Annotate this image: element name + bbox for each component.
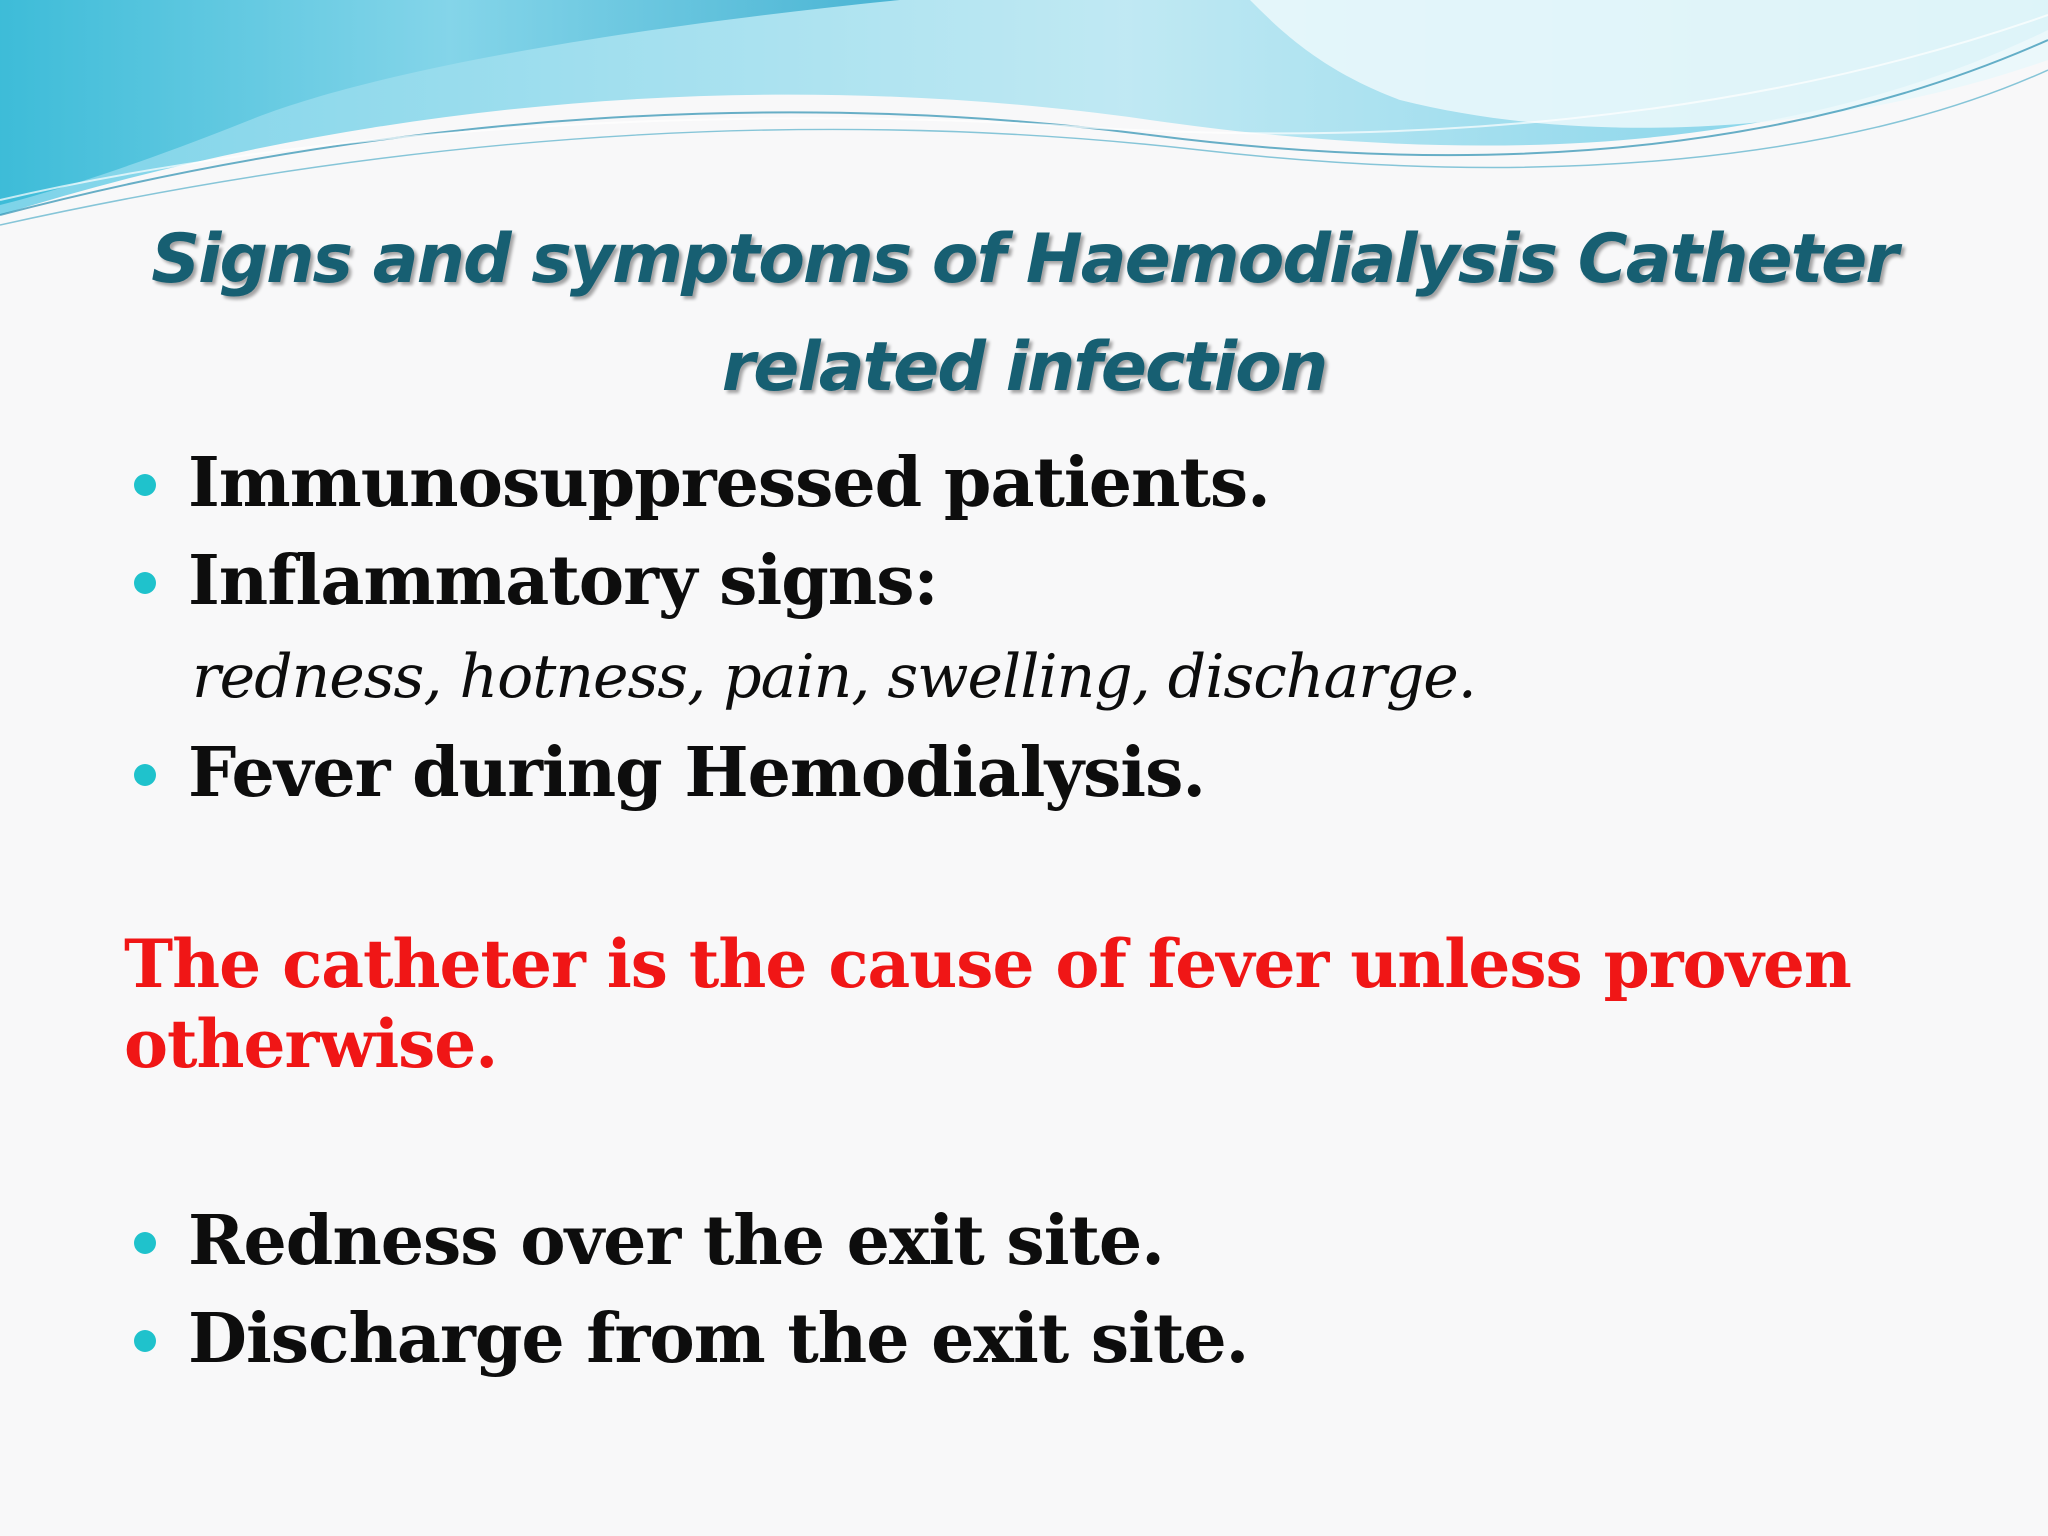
list-item-text: Inflammatory signs: <box>188 541 938 621</box>
bullet-dot-icon <box>134 474 156 496</box>
inflammatory-signs-detail: redness, hotness, pain, swelling, discharge. <box>192 642 1476 712</box>
list-item <box>128 434 1270 532</box>
bullet-dot-icon <box>134 1330 156 1352</box>
list-item <box>128 724 1205 822</box>
list-item <box>128 1192 1248 1290</box>
bullet-dot-icon <box>134 1232 156 1254</box>
slide-title: Signs and symptoms of Haemodialysis Catheter related infection <box>151 220 1897 407</box>
bullet-dot-icon <box>134 764 156 786</box>
bullet-list-exit-site <box>128 1192 1248 1388</box>
bullet-list-fever <box>128 724 1205 822</box>
warning-statement: The catheter is the cause of fever unless proven otherwise. <box>124 925 1851 1083</box>
list-item-text: Redness over the exit site. <box>188 1201 1164 1281</box>
list-item-text: Immunosuppressed patients. <box>188 443 1270 523</box>
bullet-dot-icon <box>134 572 156 594</box>
list-item-text: Fever during Hemodialysis. <box>188 733 1206 813</box>
decorative-wave-header <box>0 0 2048 240</box>
list-item <box>128 1290 1248 1388</box>
bullet-list-primary <box>128 434 1270 630</box>
list-item <box>128 532 1270 630</box>
list-item-text: Discharge from the exit site. <box>188 1299 1249 1379</box>
